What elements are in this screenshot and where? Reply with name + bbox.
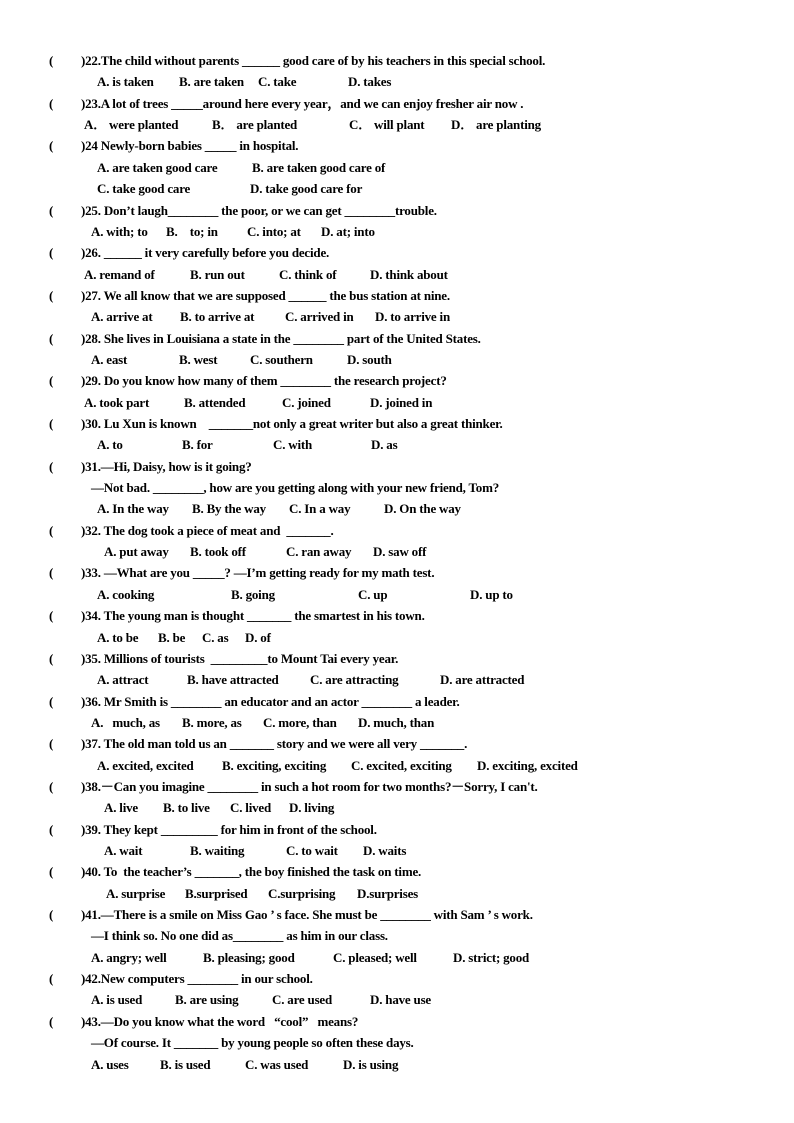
answer-option[interactable]: C. think of — [279, 266, 337, 282]
dialogue-line: —I think so. No one did as________ as him in our class. — [91, 928, 388, 944]
question-25-line-1 — [0, 221, 794, 242]
question-43-stem-line — [0, 1011, 794, 1032]
question-stem: )37. The old man told us an _______ story and we were all very _______. — [81, 736, 468, 752]
question-39-stem-line — [0, 819, 794, 840]
question-stem: )33. —What are you _____? —I’m getting ready for my math test. — [81, 565, 435, 581]
question-40-stem-line — [0, 861, 794, 882]
answer-option[interactable]: A. angry; well — [91, 949, 167, 965]
question-stem: )30. Lu Xun is known _______not only a great writer but also a great thinker. — [81, 416, 503, 431]
answer-paren[interactable]: ( — [49, 373, 54, 389]
answer-option[interactable]: D. is using — [343, 1056, 399, 1072]
question-31-line-2 — [0, 498, 794, 519]
answer-option[interactable]: B． are planted — [212, 117, 298, 133]
answer-option[interactable]: B. have attracted — [187, 672, 279, 688]
answer-option[interactable]: B. took off — [190, 544, 246, 559]
answer-option[interactable]: D. exciting, excited — [477, 757, 578, 773]
answer-option[interactable]: C. to wait — [286, 843, 338, 858]
answer-option[interactable]: C. lived — [230, 800, 272, 816]
answer-option[interactable]: D. at; into — [321, 223, 375, 239]
answer-option[interactable]: C. was used — [245, 1056, 309, 1072]
question-32-stem-line — [0, 520, 794, 541]
answer-option[interactable]: B. waiting — [190, 843, 245, 858]
answer-option[interactable]: D. waits — [363, 843, 407, 858]
question-40-line-1 — [0, 883, 794, 904]
answer-paren[interactable]: ( — [49, 736, 54, 752]
answer-option[interactable]: A. surprise — [106, 885, 166, 901]
answer-option[interactable]: C. excited, exciting — [351, 757, 452, 773]
answer-option[interactable]: B. is used — [160, 1056, 211, 1072]
question-36-line-1 — [0, 712, 794, 733]
answer-option[interactable]: C. southern — [250, 351, 313, 367]
answer-paren[interactable]: ( — [49, 821, 54, 837]
question-26-line-1 — [0, 264, 794, 285]
dialogue-line: —Of course. It _______ by young people so often these days. — [91, 1035, 414, 1051]
answer-paren[interactable]: ( — [49, 608, 54, 624]
question-stem: )28. She lives in Louisiana a state in the ________ part of the United States. — [81, 330, 481, 346]
answer-paren[interactable]: ( — [49, 330, 54, 346]
question-41-stem-line — [0, 904, 794, 925]
answer-option[interactable]: A. remand of — [84, 266, 155, 282]
question-34-stem-line — [0, 605, 794, 626]
question-24-line-2 — [0, 178, 794, 199]
answer-option[interactable]: A. attract — [97, 672, 149, 688]
answer-option[interactable]: A． were planted — [84, 117, 179, 133]
dialogue-line: —Not bad. ________, how are you getting along with your new friend, Tom? — [91, 480, 500, 495]
answer-option[interactable]: B. for — [182, 437, 213, 453]
answer-paren[interactable]: ( — [49, 138, 54, 154]
question-35-line-1 — [0, 669, 794, 690]
answer-option[interactable]: C. joined — [282, 394, 331, 410]
answer-option[interactable]: D. south — [347, 351, 392, 367]
answer-paren[interactable]: ( — [49, 416, 54, 431]
question-stem: )43.—Do you know what the word “cool” means? — [81, 1013, 359, 1029]
answer-option[interactable]: A. to — [97, 437, 123, 453]
answer-option[interactable]: C. arrived in — [285, 309, 354, 325]
answer-option[interactable]: D. saw off — [373, 544, 427, 559]
question-36-stem-line — [0, 691, 794, 712]
question-stem: )25. Don’t laugh________ the poor, or we can get ________trouble. — [81, 202, 437, 218]
question-38-stem-line — [0, 776, 794, 797]
answer-option[interactable]: D. of — [245, 629, 271, 645]
question-stem: )24 Newly-born babies _____ in hospital. — [81, 138, 299, 154]
question-32-line-1 — [0, 541, 794, 562]
answer-option[interactable]: D. up to — [470, 586, 513, 602]
answer-option[interactable]: C. with — [273, 437, 313, 453]
answer-option[interactable]: D.surprises — [357, 885, 418, 901]
question-27-stem-line — [0, 285, 794, 306]
question-39-line-1 — [0, 840, 794, 861]
answer-paren[interactable]: ( — [49, 522, 54, 538]
answer-option[interactable]: C. are used — [272, 992, 333, 1008]
question-37-stem-line — [0, 733, 794, 754]
question-22-line-1 — [0, 71, 794, 92]
answer-option[interactable]: C. more, than — [263, 714, 337, 730]
question-29-line-1 — [0, 392, 794, 413]
answer-paren[interactable]: ( — [49, 565, 54, 581]
answer-option[interactable]: A. with; to — [91, 223, 148, 239]
question-24-line-1 — [0, 157, 794, 178]
question-42-stem-line — [0, 968, 794, 989]
question-stem: )36. Mr Smith is ________ an educator and an actor ________ a leader. — [81, 693, 460, 709]
question-33-stem-line — [0, 562, 794, 583]
answer-option[interactable]: B. are taken good care of — [252, 159, 386, 175]
question-stem: )31.—Hi, Daisy, how is it going? — [81, 458, 252, 474]
answer-option[interactable]: D. joined in — [370, 394, 433, 410]
answer-option[interactable]: A. much, as — [91, 714, 160, 730]
answer-paren[interactable]: ( — [49, 53, 54, 68]
answer-option[interactable]: C. up — [358, 586, 388, 602]
question-37-line-1 — [0, 755, 794, 776]
answer-option[interactable]: B. to live — [163, 800, 210, 816]
answer-option[interactable]: A. east — [91, 351, 128, 367]
question-stem: )26. ______ it very carefully before you decide. — [81, 245, 330, 261]
answer-option[interactable]: B. attended — [184, 394, 246, 410]
question-stem: )40. To the teacher’s _______, the boy finished the task on time. — [81, 864, 422, 880]
answer-paren[interactable]: ( — [49, 287, 54, 303]
question-41-line-2 — [0, 947, 794, 968]
answer-option[interactable]: D. much, than — [358, 714, 435, 730]
answer-option[interactable]: A. uses — [91, 1056, 129, 1072]
answer-option[interactable]: C. as — [202, 629, 229, 645]
answer-option[interactable]: C. take good care — [97, 181, 191, 197]
question-28-line-1 — [0, 349, 794, 370]
answer-paren[interactable]: ( — [49, 907, 54, 922]
question-30-stem-line — [0, 413, 794, 434]
answer-paren[interactable]: ( — [49, 864, 54, 880]
question-stem: )32. The dog took a piece of meat and _______. — [81, 522, 334, 538]
question-25-stem-line — [0, 200, 794, 221]
question-38-line-1 — [0, 797, 794, 818]
question-31-stem-line — [0, 456, 794, 477]
answer-option[interactable]: B. more, as — [182, 714, 242, 730]
answer-option[interactable]: B.surprised — [185, 885, 248, 901]
answer-option[interactable]: A. arrive at — [91, 309, 153, 325]
answer-paren[interactable]: ( — [49, 778, 54, 794]
question-stem: )29. Do you know how many of them ________ the research project? — [81, 373, 447, 389]
answer-option[interactable]: B. are using — [175, 992, 239, 1008]
question-41-line-1 — [0, 925, 794, 946]
answer-option[interactable]: C. into; at — [247, 223, 301, 239]
question-35-stem-line — [0, 648, 794, 669]
answer-option[interactable]: A. excited, excited — [97, 757, 194, 773]
answer-option[interactable]: C. are attracting — [310, 672, 399, 688]
answer-option[interactable]: B. run out — [190, 266, 245, 282]
question-23-line-1 — [0, 114, 794, 135]
answer-option[interactable]: B. to; in — [166, 223, 218, 239]
question-27-line-1 — [0, 306, 794, 327]
answer-option[interactable]: D. strict; good — [453, 949, 530, 965]
answer-option[interactable]: B. are taken — [179, 74, 244, 90]
question-stem: )22.The child without parents ______ good care of by his teachers in this special school. — [81, 53, 546, 68]
answer-option[interactable]: B. to arrive at — [180, 309, 255, 325]
answer-paren[interactable]: ( — [49, 1013, 54, 1029]
question-31-line-1 — [0, 477, 794, 498]
question-33-line-1 — [0, 584, 794, 605]
answer-paren[interactable]: ( — [49, 971, 54, 987]
answer-option[interactable]: B. pleasing; good — [203, 949, 295, 965]
question-43-line-2 — [0, 1054, 794, 1075]
answer-option[interactable]: D. are attracted — [440, 672, 525, 688]
answer-paren[interactable]: ( — [49, 458, 54, 474]
answer-option[interactable]: B. By the way — [192, 501, 266, 517]
answer-option[interactable]: A. is taken — [97, 74, 154, 90]
answer-paren[interactable]: ( — [49, 95, 54, 111]
answer-option[interactable]: A. cooking — [97, 586, 155, 602]
answer-option[interactable]: A. live — [104, 800, 138, 816]
question-34-line-1 — [0, 627, 794, 648]
answer-option[interactable]: D. have use — [370, 992, 431, 1008]
answer-option[interactable]: A. In the way — [97, 501, 169, 517]
question-stem: )42.New computers ________ in our school. — [81, 971, 313, 987]
answer-option[interactable]: C. In a way — [289, 501, 351, 517]
question-30-line-1 — [0, 434, 794, 455]
question-22-stem-line — [0, 50, 794, 71]
question-43-line-1 — [0, 1032, 794, 1053]
answer-option[interactable]: A. are taken good care — [97, 159, 218, 175]
answer-option[interactable]: A. to be — [97, 629, 139, 645]
question-stem: )27. We all know that we are supposed ______ the bus station at nine. — [81, 287, 450, 303]
question-stem: )38.－Can you imagine ________ in such a hot room for two months?－Sorry, I can't. — [81, 778, 538, 794]
answer-option[interactable]: B. be — [158, 629, 186, 645]
answer-option[interactable]: D． are planting — [451, 117, 541, 133]
answer-option[interactable]: B. exciting, exciting — [222, 757, 327, 773]
answer-option[interactable]: A. wait — [104, 843, 143, 858]
answer-option[interactable]: D. take good care for — [250, 181, 363, 197]
answer-option[interactable]: D. think about — [370, 266, 448, 282]
answer-option[interactable]: C.surprising — [268, 885, 336, 901]
answer-option[interactable]: D. to arrive in — [375, 309, 450, 325]
answer-option[interactable]: D. living — [289, 800, 335, 816]
answer-option[interactable]: C． will plant — [349, 117, 425, 133]
answer-option[interactable]: B. going — [231, 586, 275, 602]
answer-paren[interactable]: ( — [49, 245, 54, 261]
answer-option[interactable]: A. took part — [84, 394, 150, 410]
answer-option[interactable]: C. ran away — [286, 544, 352, 559]
question-stem: )35. Millions of tourists _________to Mount Tai every year. — [81, 650, 399, 666]
answer-option[interactable]: A. put away — [104, 544, 169, 559]
answer-paren[interactable]: ( — [49, 650, 54, 666]
question-stem: )41.—There is a smile on Miss Gao ’ s face. She must be ________ with Sam ’ s work. — [81, 907, 533, 922]
question-stem: )34. The young man is thought _______ the smartest in his town. — [81, 608, 425, 624]
question-24-stem-line — [0, 135, 794, 156]
question-26-stem-line — [0, 242, 794, 263]
question-23-stem-line — [0, 93, 794, 114]
answer-option[interactable]: C. pleased; well — [333, 949, 417, 965]
answer-option[interactable]: D. takes — [348, 74, 392, 90]
question-stem: )23.A lot of trees _____around here every year，and we can enjoy fresher air now . — [81, 95, 524, 111]
answer-paren[interactable]: ( — [49, 202, 54, 218]
question-28-stem-line — [0, 328, 794, 349]
answer-option[interactable]: B. west — [179, 351, 218, 367]
answer-option[interactable]: D. On the way — [384, 501, 461, 517]
question-42-line-1 — [0, 989, 794, 1010]
answer-option[interactable]: A. is used — [91, 992, 143, 1008]
question-stem: )39. They kept _________ for him in front of the school. — [81, 821, 377, 837]
answer-paren[interactable]: ( — [49, 693, 54, 709]
question-29-stem-line — [0, 370, 794, 391]
answer-option[interactable]: C. take — [258, 74, 297, 90]
answer-option[interactable]: D. as — [371, 437, 398, 453]
